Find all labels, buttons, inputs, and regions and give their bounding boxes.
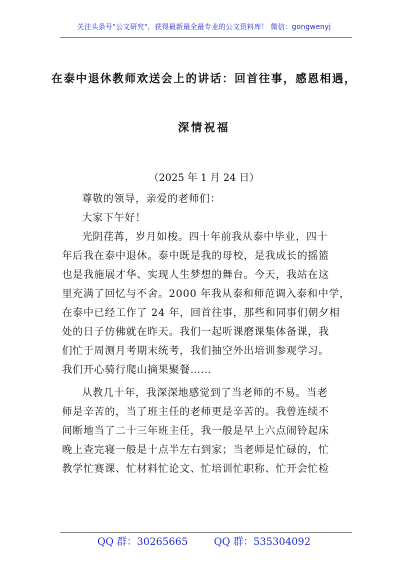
footer-qq-group-2: QQ 群：535304092	[213, 537, 311, 548]
paragraph-2-line: 教学忙赛课、忙材料忙论文、忙培训忙职称、忙开会忙检	[62, 464, 330, 475]
paragraph-2-line: 师是辛苦的，当了班主任的老师更是辛苦的。我曾连续不	[62, 407, 330, 418]
paragraph-1-line: 在泰中已经工作了 24 年，回首往事，那些和同事们朝夕相	[62, 308, 340, 319]
paragraph-1-line: 光阴荏苒，岁月如梭。四十年前我从泰中毕业，四十	[82, 232, 328, 243]
paragraph-2-line: 间断地当了二十三年班主任，我一般是早上六点闹铃起床	[62, 426, 330, 437]
paragraph-1-line: 里充满了回忆与不舍。2000 年我从泰和师范调入泰和中学，	[62, 289, 351, 300]
greeting: 大家下午好！	[82, 213, 147, 224]
document-title-line-1: 在泰中退休教师欢送会上的讲话：回首往事，感恩相遇，	[51, 72, 357, 85]
paragraph-1-line: 我们开心骑行爬山摘果聚餐……	[62, 365, 212, 376]
header-note: 关注头条号"公文研究"，获得最新最全最专业的公文资料库！ 微信：gongwenyj	[77, 23, 331, 31]
footer-divider	[60, 532, 352, 533]
document-date: （2025 年 1 月 24 日）	[148, 173, 260, 184]
paragraph-2-line: 晚上查完寝一般是十点半左右到家；当老师是忙碌的，忙	[62, 445, 330, 456]
salutation: 尊敬的领导，亲爱的老师们：	[82, 194, 221, 205]
paragraph-1-line: 也是我施展才华、实现人生梦想的舞台。今天，我站在这	[62, 270, 330, 281]
paragraph-1-line: 们忙于周测月考期末统考，我们抽空外出培训参观学习。	[62, 346, 330, 357]
document-title-line-2: 深情祝福	[178, 121, 230, 134]
paragraph-1-line: 处的日子仿佛就在昨天。我们一起听课磨课集体备课，我	[62, 327, 330, 338]
paragraph-1-line: 年后我在泰中退休。泰中既是我的母校，是我成长的摇篮	[62, 251, 330, 262]
footer	[0, 536, 408, 550]
document-body	[62, 190, 352, 479]
paragraph-2-line: 从教几十年，我深深地感觉到了当老师的不易。当老	[82, 388, 328, 399]
footer-qq-group-1: QQ 群：30265665	[97, 537, 188, 548]
header-divider	[60, 37, 352, 38]
